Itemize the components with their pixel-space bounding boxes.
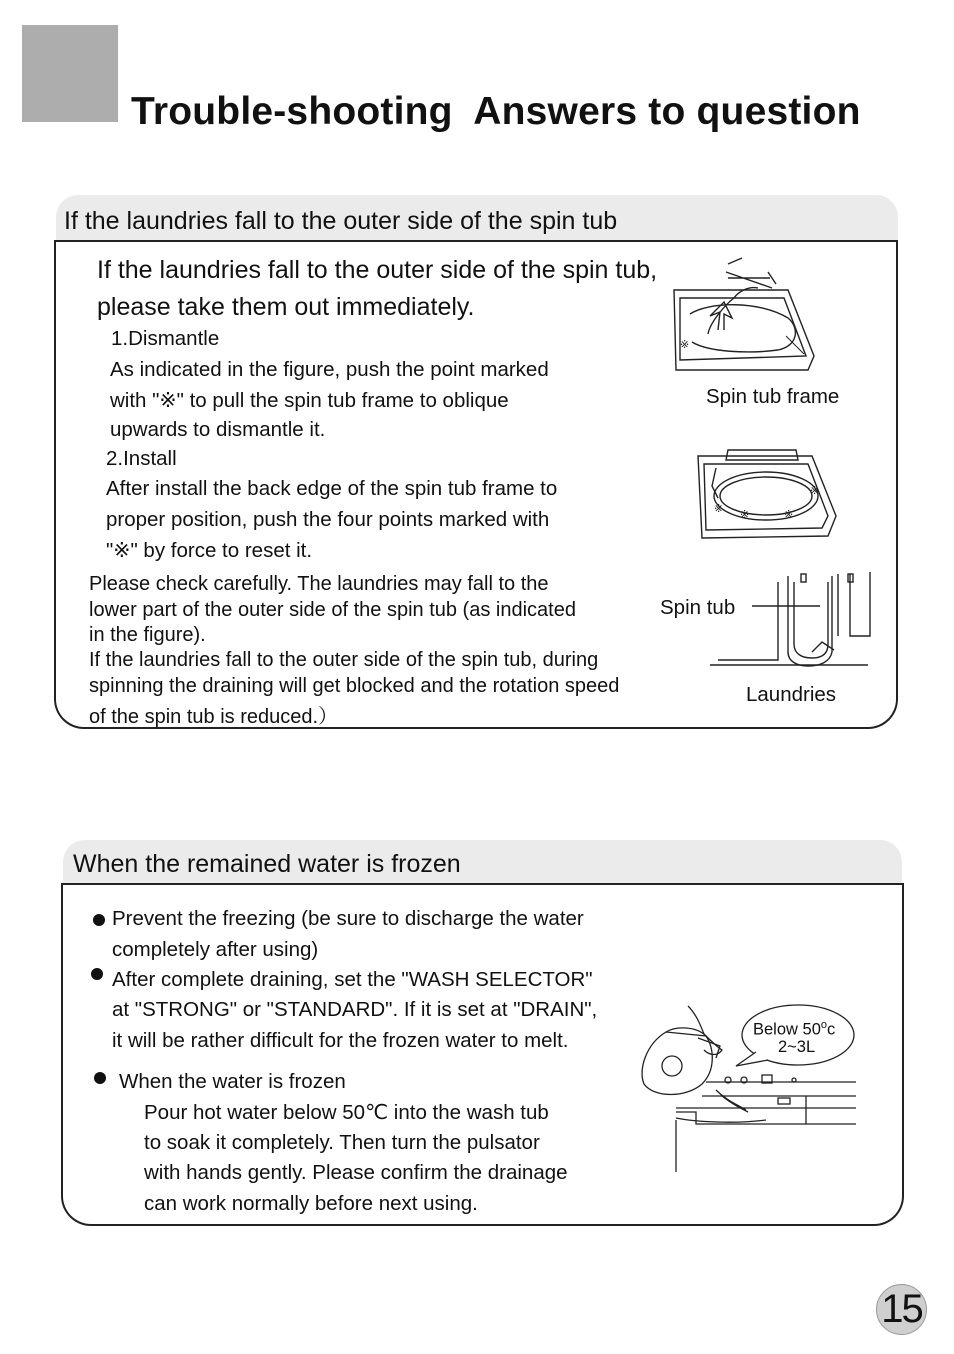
draining-line-2: at "STRONG" or "STANDARD". If it is set at "DRAIN", [112, 998, 598, 1021]
mark-symbol-icon: ※ [714, 502, 724, 515]
bubble-temperature [753, 1019, 835, 1040]
spin-tub-section-header [56, 195, 898, 242]
install-line-1: After install the back edge of the spin tub frame to [106, 477, 558, 500]
bullet-dot [94, 1072, 106, 1084]
frozen-line-2: to soak it completely. Then turn the pulsator [144, 1131, 540, 1154]
bubble-temperature-unit: c [827, 1020, 836, 1039]
bubble-temperature-prefix: Below 50 [753, 1020, 821, 1039]
laundries-label: Laundries [746, 683, 837, 706]
mark-symbol-icon: ※ [740, 508, 750, 521]
frozen-water-section-header [63, 840, 902, 885]
frozen-line-1: Pour hot water below 50℃ into the wash tub [144, 1101, 549, 1124]
spin-tub-label: Spin tub [660, 596, 736, 619]
frozen-line-4: can work normally before next using. [144, 1192, 478, 1215]
dismantle-line-3: upwards to dismantle it. [110, 418, 326, 441]
dismantle-line-1: As indicated in the figure, push the point marked [110, 358, 549, 381]
bullet-dot [91, 968, 103, 980]
page-number: 15 [881, 1287, 922, 1331]
mark-symbol-icon: ※ [784, 508, 794, 521]
spin-tub-section-title: If the laundries fall to the outer side of the spin tub [64, 207, 618, 235]
install-line-3: "※" by force to reset it. [106, 539, 313, 562]
mark-symbol-icon: ※ [680, 338, 690, 351]
install-heading: 2.Install [106, 447, 177, 470]
prevent-line-2: completely after using) [112, 938, 319, 961]
bubble-degree-mark: o [820, 1019, 828, 1031]
bullet-dot [93, 914, 105, 926]
check-line-6: of the spin tub is reduced.） [89, 706, 339, 728]
frozen-heading: When the water is frozen [119, 1070, 346, 1093]
check-line-3: in the figure). [89, 624, 206, 646]
frozen-water-section-title: When the remained water is frozen [73, 850, 461, 878]
spin-tub-frame-label: Spin tub frame [706, 385, 840, 408]
intro-line-2: please take them out immediately. [97, 293, 475, 321]
intro-line-1: If the laundries fall to the outer side of the spin tub, [97, 256, 658, 284]
draining-line-1: After complete draining, set the "WASH SELECTOR" [112, 968, 593, 991]
bubble-volume: 2~3L [778, 1038, 816, 1056]
check-line-2: lower part of the outer side of the spin tub (as indicated [89, 599, 576, 621]
frozen-line-3: with hands gently. Please confirm the drainage [144, 1161, 568, 1184]
dismantle-figure [668, 258, 818, 378]
draining-line-3: it will be rather difficult for the frozen water to melt. [112, 1029, 569, 1052]
page-title: Trouble-shooting Answers to question [131, 90, 861, 133]
dismantle-line-2: with "※" to pull the spin tub frame to oblique [110, 389, 509, 412]
mark-symbol-icon: ※ [810, 484, 820, 497]
check-line-4: If the laundries fall to the outer side of the spin tub, during [89, 649, 599, 671]
dismantle-heading: 1.Dismantle [111, 327, 220, 350]
install-line-2: proper position, push the four points marked with [106, 508, 550, 531]
check-line-5: spinning the draining will get blocked and the rotation speed [89, 675, 620, 697]
corner-gray-block [22, 25, 118, 122]
spin-tub-cross-section-figure [708, 572, 878, 672]
install-figure [694, 446, 844, 546]
check-line-1: Please check carefully. The laundries may fall to the [89, 573, 549, 595]
prevent-line-1: Prevent the freezing (be sure to discharge the water [112, 907, 584, 930]
